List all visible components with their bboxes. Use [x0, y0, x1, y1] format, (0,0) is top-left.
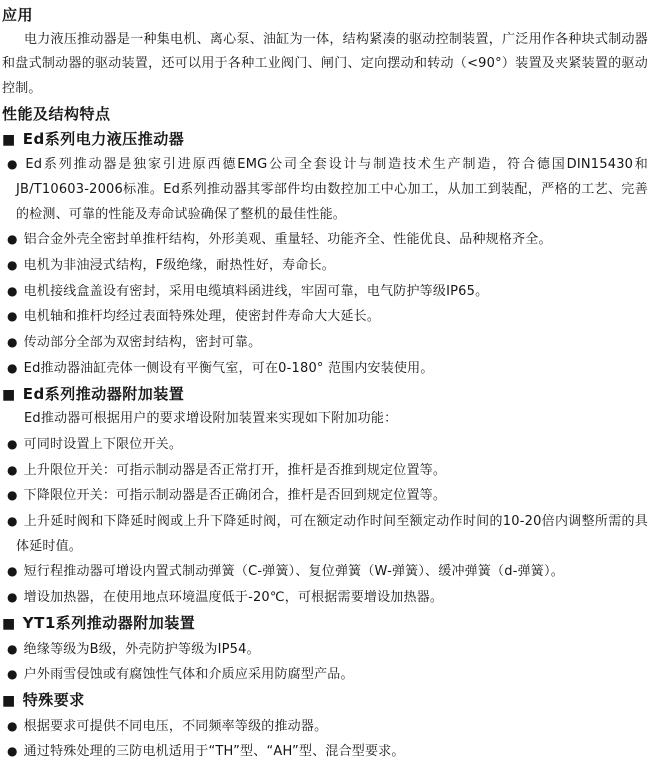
dot-bullet-icon: ●	[7, 309, 18, 324]
paragraph: Ed推动器可根据用户的要求增设附加装置来实现如下附加功能：	[24, 411, 398, 427]
bullet-item	[2, 509, 648, 559]
square-bullet-icon: ■	[2, 131, 16, 148]
dot-bullet-icon: ●	[7, 283, 18, 298]
dot-bullet-icon: ●	[7, 514, 18, 529]
bullet-item-text: 短行程推动器可增设内置式制动弹簧（C-弹簧）、复位弹簧（W-弹簧）、缓冲弹簧（d-弹簧）。	[23, 564, 564, 580]
bullet-item	[2, 458, 648, 484]
bullet-item	[2, 304, 648, 330]
bullet-item-text: 电机轴和推杆均经过表面特殊处理，使密封件寿命大大延长。	[23, 309, 381, 325]
paragraph: 电力液压推动器是一种集电机、离心泵、油缸为一体，结构紧凑的驱动控制装置，广泛用作各种块式制动器和盘式制动器的驱动装置，还可以用于各种工业阀门、闸门、定向摆动和转动（<90°）装置及夹紧装置的驱动控制。	[2, 31, 648, 97]
bullet-item	[2, 662, 648, 688]
bullet-item-text: 上升延时阀和下降延时阀或上升下降延时阀，可在额定动作时间至额定动作时间的10-20倍内调整所需的具体延时值。	[16, 514, 649, 554]
section-heading: 性能及结构特点	[2, 104, 111, 123]
bullet-item	[2, 559, 648, 585]
dot-bullet-icon: ●	[7, 462, 18, 477]
dot-bullet-icon: ●	[7, 641, 18, 656]
section-heading: 应用	[2, 6, 34, 24]
bullet-item-text: 上升限位开关：可指示制动器是否正常打开，推杆是否推到规定位置等。	[23, 462, 447, 478]
subsection-heading-label: 特殊要求	[22, 690, 85, 709]
bullet-item-text: 绝缘等级为B级，外壳防护等级为IP54。	[23, 641, 260, 657]
square-bullet-icon: ■	[2, 615, 16, 632]
bullet-item	[2, 739, 648, 765]
dot-bullet-icon: ●	[7, 157, 20, 172]
bullet-item-text: Ed推动器油缸壳体一侧设有平衡气室，可在0-180° 范围内安装使用。	[23, 360, 434, 376]
bullet-item	[2, 330, 648, 356]
dot-bullet-icon: ●	[7, 232, 18, 247]
bullet-item-text: 下降限位开关：可指示制动器是否正确闭合，推杆是否回到规定位置等。	[23, 488, 447, 504]
subsection-heading	[2, 611, 648, 637]
bullet-item-text: 户外雨雪侵蚀或有腐蚀性气体和介质应采用防腐型产品。	[23, 667, 354, 683]
bullet-item-text: Ed系列推动器是独家引进原西德EMG公司全套设计与制造技术生产制造，符合德国DIN15430和JB/T10603-2006标准。Ed系列推动器其零部件均由数控加工中心加工，从加工到装配，严格的工艺、完善的检测、可靠的性能及寿命试验确保了整机的最佳性能。	[16, 157, 649, 222]
dot-bullet-icon: ●	[7, 488, 18, 503]
bullet-item-text: 可同时设置上下限位开关。	[23, 436, 183, 452]
dot-bullet-icon: ●	[7, 335, 18, 350]
bullet-item	[2, 227, 648, 253]
bullet-item-text: 电机接线盒盖设有密封，采用电缆填料函进线，牢固可靠，电气防护等级IP65。	[23, 283, 489, 299]
dot-bullet-icon: ●	[7, 667, 18, 682]
bullet-item-text: 铝合金外壳全密封单推杆结构，外形美观、重量轻、功能齐全、性能优良、品种规格齐全。	[23, 232, 552, 248]
dot-bullet-icon: ●	[7, 590, 18, 605]
dot-bullet-icon: ●	[7, 744, 18, 759]
bullet-item	[2, 152, 648, 227]
bullet-item	[2, 483, 648, 509]
square-bullet-icon: ■	[2, 386, 16, 403]
dot-bullet-icon: ●	[7, 258, 18, 273]
bullet-item	[2, 356, 648, 382]
bullet-item-text: 增设加热器，在使用地点环境温度低于-20℃，可根据需要增设加热器。	[23, 590, 444, 606]
bullet-item-text: 电机为非油浸式结构，F级绝缘，耐热性好，寿命长。	[23, 258, 335, 274]
subsection-heading	[2, 382, 648, 408]
bullet-item	[2, 585, 648, 611]
dot-bullet-icon: ●	[7, 564, 18, 579]
document-body	[2, 3, 648, 765]
bullet-item	[2, 279, 648, 305]
subsection-heading-label: YT1系列推动器附加装置	[22, 613, 196, 632]
subsection-heading	[2, 127, 648, 153]
subsection-heading-label: Ed系列推动器附加装置	[22, 384, 185, 403]
subsection-heading-label: Ed系列电力液压推动器	[22, 129, 185, 148]
bullet-item-text: 传动部分全部为双密封结构，密封可靠。	[23, 335, 262, 351]
bullet-item	[2, 637, 648, 663]
square-bullet-icon: ■	[2, 692, 16, 709]
bullet-item-text: 根据要求可提供不同电压，不同频率等级的推动器。	[23, 718, 328, 734]
subsection-heading	[2, 688, 648, 714]
dot-bullet-icon: ●	[7, 718, 18, 733]
bullet-item	[2, 432, 648, 458]
bullet-item-text: 通过特殊处理的三防电机适用于“TH”型、“AH”型、混合型要求。	[23, 744, 405, 760]
dot-bullet-icon: ●	[7, 436, 18, 451]
bullet-item	[2, 714, 648, 740]
dot-bullet-icon: ●	[7, 360, 18, 375]
bullet-item	[2, 253, 648, 279]
